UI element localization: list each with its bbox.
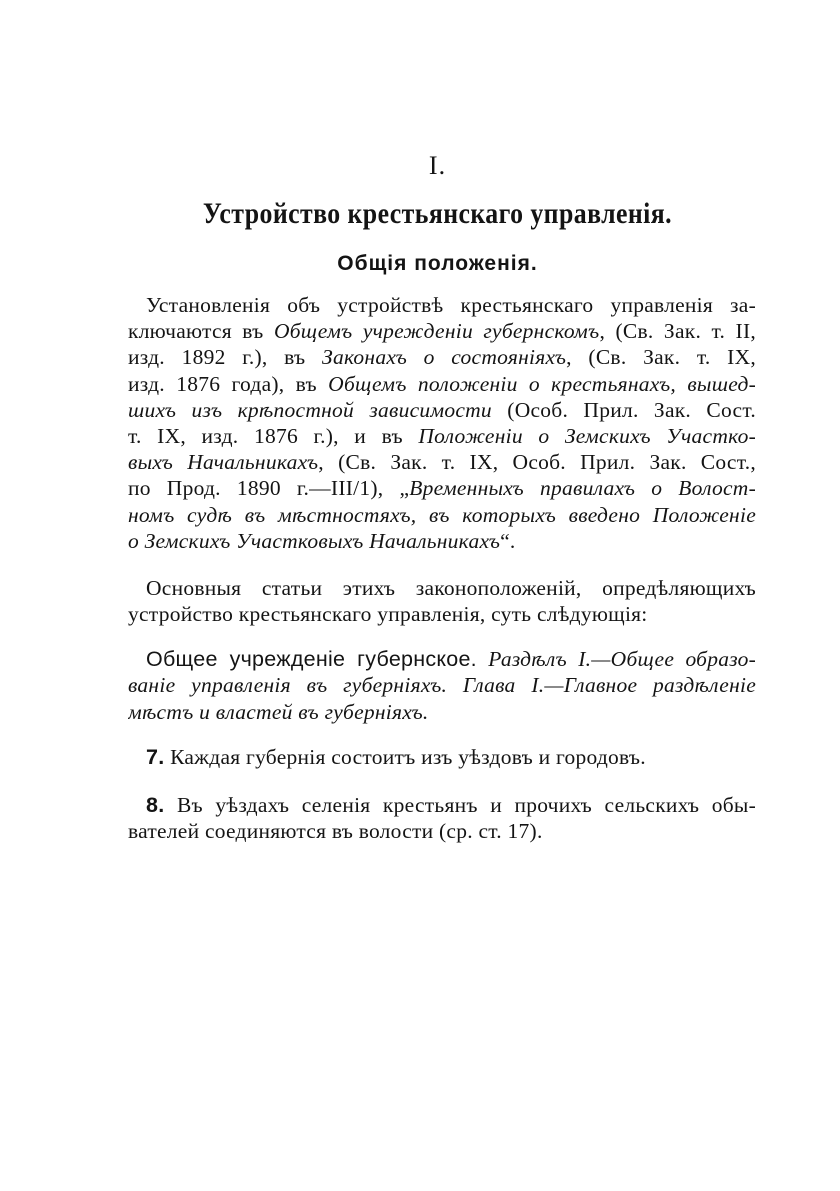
text-line: устройство крестьянскаго управленія, суть слѣдующія: [128, 602, 648, 627]
section-heading-text: Общее учрежденіе губернское. [146, 647, 477, 672]
italic-text: Законахъ о состояніяхъ [322, 345, 567, 370]
italic-text: о Земскихъ Участковыхъ Начальникахъ [128, 528, 501, 553]
text-line: о Земскихъ Участковыхъ Начальникахъ“. [128, 528, 516, 553]
italic-text: Общемъ учрежденіи губернскомъ [273, 319, 600, 344]
text-line [128, 646, 756, 672]
paragraph-sources [128, 292, 756, 554]
italic-text: Временныхъ правилахъ о Волост- [409, 476, 756, 501]
italic-text: Общемъ положеніи о крестьянахъ, вышед- [328, 371, 756, 396]
article-text: Въ уѣздахъ селенія крестьянъ и прочихъ сельскихъ обы- [176, 793, 756, 817]
article-text: Каждая губернія состоитъ изъ уѣздовъ и городовъ. [170, 744, 646, 769]
text-line [128, 502, 756, 528]
text-line: т. IX, изд. 1876 г.), и въ Положеніи о Земскихъ Участко- [128, 423, 756, 448]
italic-text: Раздѣлъ I.—Общее образо- [488, 647, 756, 672]
italic-text: Положеніи о Земскихъ Участко- [418, 423, 756, 448]
article-8 [128, 792, 756, 844]
italic-text: номъ судѣ въ мѣстностяхъ, въ которыхъ введено Положеніе [128, 502, 756, 527]
text-line: по Прод. 1890 г.—III/1), „Временныхъ правилахъ о Волост- [128, 476, 756, 501]
article-number: 8. [146, 793, 165, 817]
article-7 [128, 744, 756, 770]
text-line: изд. 1876 года), въ Общемъ положеніи о крестьянахъ, вышед- [128, 371, 756, 396]
paragraph-general-institution [128, 646, 756, 725]
text-line: ключаются въ Общемъ учрежденіи губернскомъ, (Св. Зак. т. II, [128, 319, 756, 344]
paragraph-main-articles [128, 575, 756, 627]
article-number: 7. [146, 744, 165, 769]
italic-text: ваніе управленія въ губерніяхъ. Глава I.—Главное раздѣленіе [128, 673, 756, 698]
text-line [128, 744, 756, 770]
text-line: Установленія объ устройствѣ крестьянскаго управленія за- [146, 293, 756, 317]
text-line [128, 672, 756, 698]
text-line: шихъ изъ крѣпостной зависимости (Особ. Прил. Зак. Сост. [128, 397, 756, 422]
text-line: изд. 1892 г.), въ Законахъ о состояніяхъ, (Св. Зак. т. IX, [128, 345, 756, 370]
text-line [128, 699, 756, 725]
chapter-title: Устройство крестьянскаго управленія. [202, 197, 673, 230]
text-line: вателей соединяются въ волости (ср. ст. 17). [128, 819, 543, 844]
italic-text: шихъ изъ крѣпостной зависимости [128, 397, 492, 422]
italic-text: выхъ Начальникахъ [128, 450, 319, 475]
text-line: выхъ Начальникахъ, (Св. Зак. т. IX, Особ. Прил. Зак. Сост., [128, 450, 756, 475]
text-line: Основныя статьи этихъ законоположеній, опредѣляющихъ [146, 575, 756, 600]
section-title: Общія положенія. [337, 252, 538, 275]
page-body [128, 292, 756, 844]
italic-text: мѣстъ и властей въ губерніяхъ. [128, 699, 429, 724]
text-line [128, 792, 756, 818]
chapter-number: I. [428, 151, 447, 180]
